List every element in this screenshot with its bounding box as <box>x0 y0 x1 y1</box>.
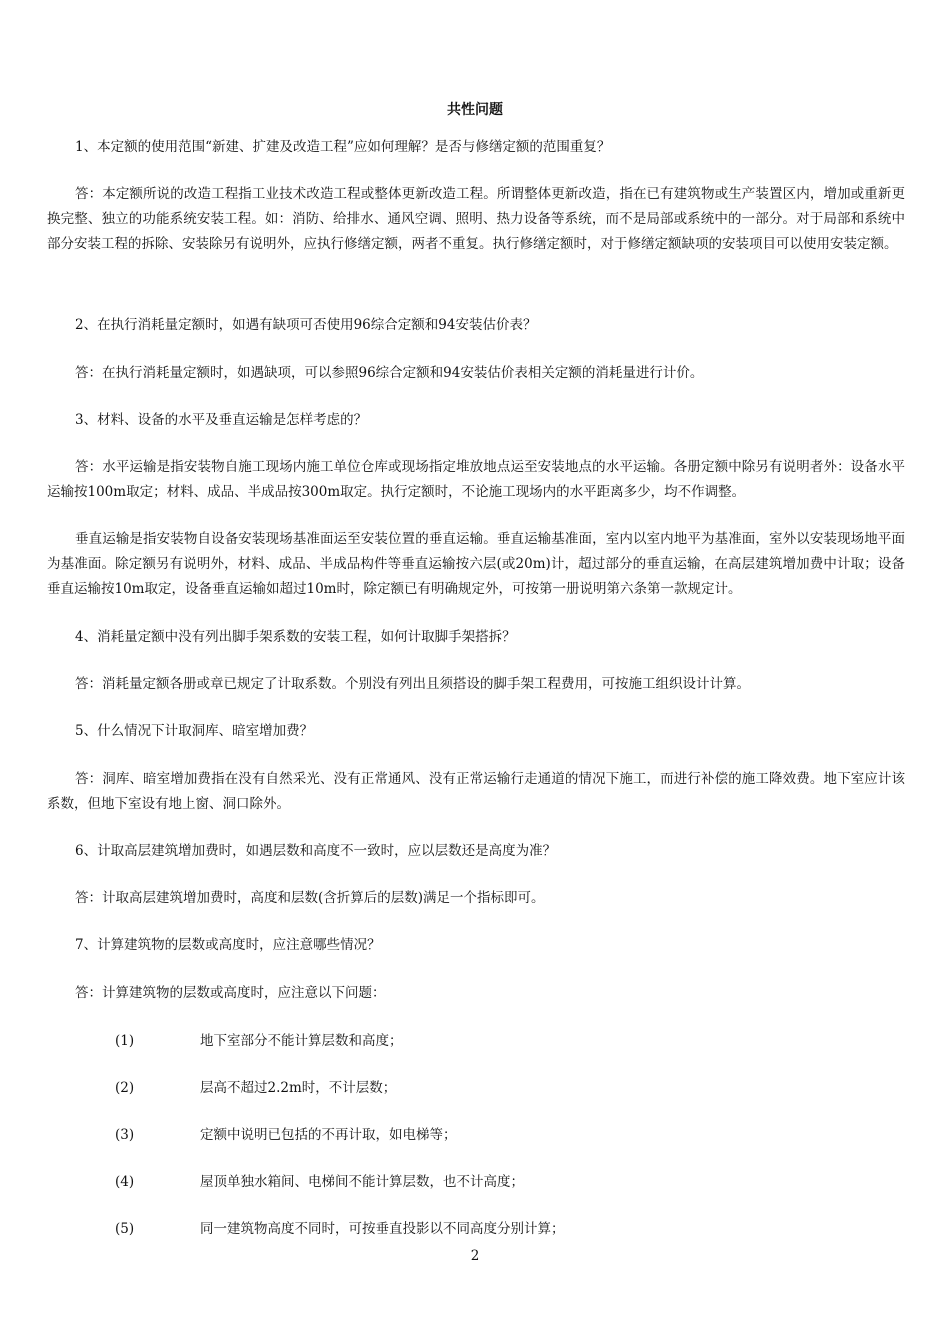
list-item-number: (2) <box>115 1080 135 1096</box>
page-number: 2 <box>470 1248 480 1264</box>
list-item-text: 屋顶单独水箱间、电梯间不能计算层数，也不计高度； <box>200 1174 524 1190</box>
answer-5: 答：洞库、暗室增加费指在没有自然采光、没有正常通风、没有正常运输行走通道的情况下施工，而进行补偿的施工降效费。地下室应计该系数，但地下室设有地上窗、洞口除外。 <box>47 771 905 812</box>
answer-2: 答：在执行消耗量定额时，如遇缺项，可以参照96综合定额和94安装估价表相关定额的消耗量进行计价。 <box>75 365 704 381</box>
answer-3: 答：水平运输是指安装物自施工现场内施工单位仓库或现场指定堆放地点运至安装地点的水平运输。各册定额中除另有说明者外：设备水平运输按100m取定；材料、成品、半成品按300m取定。执行定额时，不论施工现场内的水平距离多少，均不作调整。 <box>47 459 905 500</box>
list-item-number: (3) <box>115 1127 135 1143</box>
question-7: 7、计算建筑物的层数或高度时，应注意哪些情况？ <box>75 937 381 953</box>
answer-1: 答：本定额所说的改造工程指工业技术改造工程或整体更新改造工程。所谓整体更新改造，指在已有建筑物或生产装置区内，增加或重新更换完整、独立的功能系统安装工程。如：消防、给排水、通风空调、照明、热力设备等系统，而不是局部或系统中的一部分。对于局部和系统中部分安装工程的拆除、安装除另有说明外，应执行修缮定额，两者不重复。执行修缮定额时，对于修缮定额缺项的安装项目可以使用安装定额。 <box>47 186 905 252</box>
list-item-text: 同一建筑物高度不同时，可按垂直投影以不同高度分别计算； <box>200 1221 565 1237</box>
answer-3-vertical-transport: 垂直运输是指安装物自设备安装现场基准面运至安装位置的垂直运输。垂直运输基准面，室内以室内地平为基准面，室外以安装现场地平面为基准面。除定额另有说明外，材料、成品、半成品构件等垂直运输按六层(或20m)计，超过部分的垂直运输，在高层建筑增加费中计取；设备垂直运输按10m取定，设备垂直运输如超过10m时，除定额已有明确规定外，可按第一册说明第六条第一款规定计。 <box>47 531 905 597</box>
question-3: 3、材料、设备的水平及垂直运输是怎样考虑的？ <box>75 412 368 428</box>
list-item-number: (5) <box>115 1221 135 1237</box>
list-item-number: (1) <box>115 1033 135 1049</box>
answer-7: 答：计算建筑物的层数或高度时，应注意以下问题： <box>75 985 386 1001</box>
answer-6: 答：计取高层建筑增加费时，高度和层数(含折算后的层数)满足一个指标即可。 <box>75 890 545 906</box>
list-item-number: (4) <box>115 1174 135 1190</box>
question-5: 5、什么情况下计取洞库、暗室增加费？ <box>75 723 314 739</box>
question-4: 4、消耗量定额中没有列出脚手架系数的安装工程，如何计取脚手架搭拆？ <box>75 629 516 645</box>
question-6: 6、计取高层建筑增加费时，如遇层数和高度不一致时，应以层数还是高度为准？ <box>75 843 557 859</box>
answer-4: 答：消耗量定额各册或章已规定了计取系数。个别没有列出且须搭设的脚手架工程费用，可按施工组织设计计算。 <box>75 676 750 692</box>
list-item-text: 定额中说明已包括的不再计取，如电梯等； <box>200 1127 457 1143</box>
list-item-text: 地下室部分不能计算层数和高度； <box>200 1033 403 1049</box>
question-2: 2、在执行消耗量定额时，如遇有缺项可否使用96综合定额和94安装估价表？ <box>75 317 537 333</box>
page-title: 共性问题 <box>447 102 503 118</box>
list-item-text: 层高不超过2.2m时，不计层数； <box>200 1080 397 1096</box>
question-1: 1、本定额的使用范围“新建、扩建及改造工程”应如何理解？是否与修缮定额的范围重复？ <box>75 139 611 155</box>
